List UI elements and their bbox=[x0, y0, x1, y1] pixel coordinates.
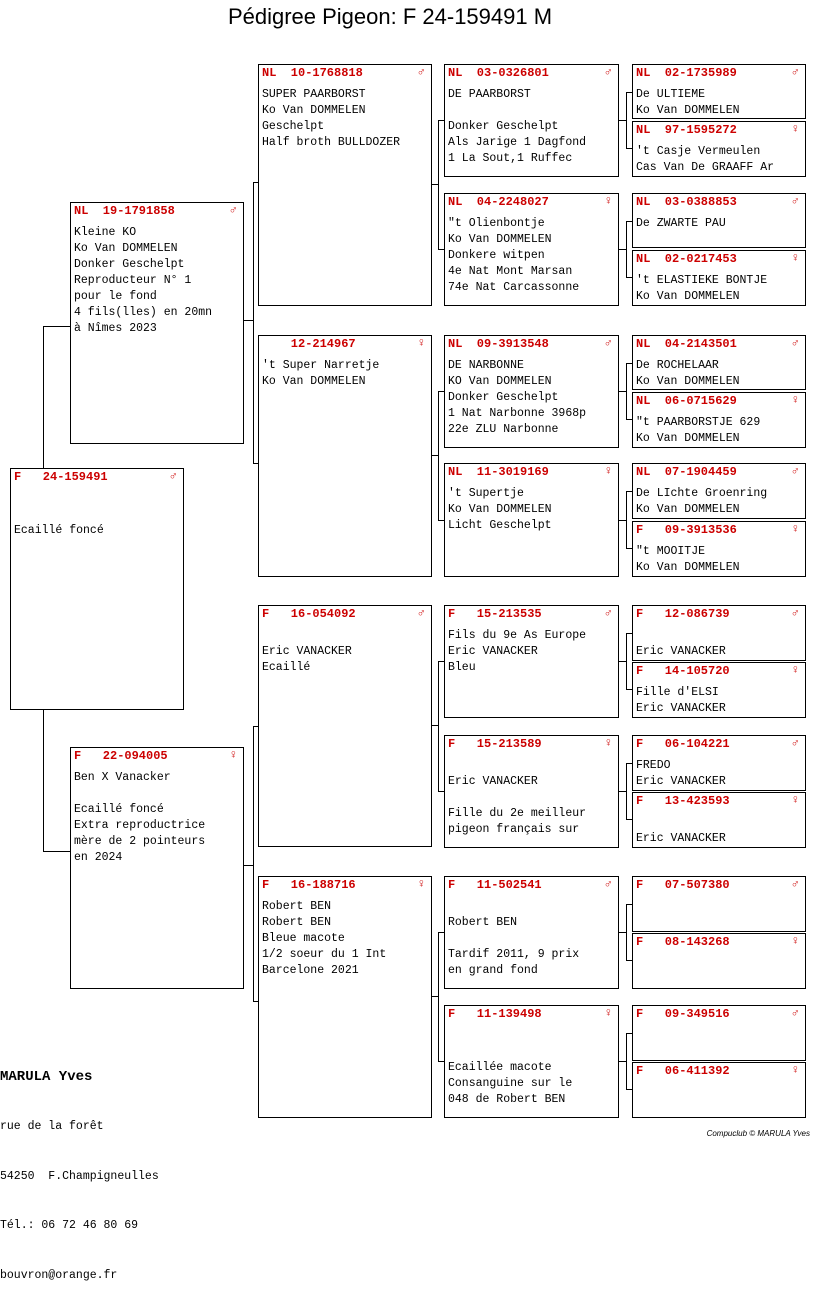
pigeon-info-line: pour le fond bbox=[74, 290, 157, 303]
female-symbol-icon: ♀ bbox=[604, 736, 612, 750]
pigeon-info-line: Donker Geschelpt bbox=[448, 120, 559, 133]
pigeon-info-line: Robert BEN bbox=[262, 916, 332, 929]
pigeon-box-ffm bbox=[444, 193, 619, 306]
female-symbol-icon: ♀ bbox=[604, 194, 612, 208]
pigeon-box-mother bbox=[70, 747, 244, 989]
ring-number: F 22-094005 bbox=[74, 749, 168, 763]
male-symbol-icon: ♂ bbox=[791, 336, 799, 350]
pigeon-info-line: Cas Van De GRAAFF Ar bbox=[636, 161, 775, 174]
pigeon-box-mff bbox=[444, 605, 619, 718]
owner-address: rue de la forêt bbox=[0, 1120, 104, 1133]
ring-number: NL 02-0217453 bbox=[636, 252, 737, 266]
male-symbol-icon: ♂ bbox=[791, 736, 799, 750]
pigeon-info-line: Kleine KO bbox=[74, 226, 137, 239]
male-symbol-icon: ♂ bbox=[791, 877, 799, 891]
pigeon-info-line: Fils du 9e As Europe bbox=[448, 629, 587, 642]
pigeon-info-line: Bleue macote bbox=[262, 932, 345, 945]
pigeon-info-line: 74e Nat Carcassonne bbox=[448, 281, 580, 294]
pigeon-info-line: en 2024 bbox=[74, 851, 123, 864]
pigeon-info-line: Eric VANACKER bbox=[636, 775, 726, 788]
pigeon-box-g16 bbox=[632, 1062, 806, 1118]
pigeon-info-line: en grand fond bbox=[448, 964, 538, 977]
female-symbol-icon: ♀ bbox=[791, 793, 799, 807]
owner-block bbox=[0, 1035, 159, 1301]
pigeon-info-line: "t MOOITJE bbox=[636, 545, 706, 558]
page-title: Pédigree Pigeon: F 24-159491 M bbox=[227, 4, 553, 29]
pigeon-info-line: Ko Van DOMMELEN bbox=[636, 503, 740, 516]
pigeon-box-g8 bbox=[632, 521, 806, 577]
pigeon-info-line: Ecaillé foncé bbox=[74, 803, 164, 816]
male-symbol-icon: ♂ bbox=[604, 877, 612, 891]
ring-number: F 16-054092 bbox=[262, 607, 356, 621]
pigeon-box-mmm bbox=[444, 1005, 619, 1118]
ring-number: NL 06-0715629 bbox=[636, 394, 737, 408]
pigeon-info-line: Robert BEN bbox=[448, 916, 518, 929]
ring-number: NL 03-0388853 bbox=[636, 195, 737, 209]
pigeon-info-line: Barcelone 2021 bbox=[262, 964, 359, 977]
pigeon-box-g13 bbox=[632, 876, 806, 932]
pigeon-box-ff bbox=[258, 64, 432, 306]
ring-number: NL 09-3913548 bbox=[448, 337, 549, 351]
female-symbol-icon: ♀ bbox=[791, 663, 799, 677]
ring-number: F 06-411392 bbox=[636, 1064, 730, 1078]
pigeon-info-line: Eric VANACKER bbox=[448, 775, 538, 788]
pigeon-box-fmf bbox=[444, 335, 619, 448]
pigeon-info-line: Ecaillée macote bbox=[448, 1061, 552, 1074]
owner-city: 54250 F.Champigneulles bbox=[0, 1169, 159, 1183]
pigeon-info-line: mère de 2 pointeurs bbox=[74, 835, 206, 848]
pigeon-box-mf bbox=[258, 605, 432, 847]
pigeon-info-line: 1 Nat Narbonne 3968p bbox=[448, 407, 587, 420]
pigeon-info-line: Ko Van DOMMELEN bbox=[262, 375, 366, 388]
pigeon-info-line: "t Olienbontje bbox=[448, 217, 545, 230]
ring-number: F 15-213589 bbox=[448, 737, 542, 751]
ring-number: NL 97-1595272 bbox=[636, 123, 737, 137]
pigeon-info-line: DE PAARBORST bbox=[448, 88, 531, 101]
footer-credit: Compuclub © MARULA Yves bbox=[706, 1129, 810, 1138]
pigeon-info-line: Tardif 2011, 9 prix bbox=[448, 948, 580, 961]
pigeon-info-line: 048 de Robert BEN bbox=[448, 1093, 566, 1106]
male-symbol-icon: ♂ bbox=[229, 203, 237, 217]
female-symbol-icon: ♀ bbox=[791, 393, 799, 407]
pigeon-info-line: Ko Van DOMMELEN bbox=[448, 503, 552, 516]
ring-number: NL 07-1904459 bbox=[636, 465, 737, 479]
pigeon-info-line: pigeon français sur bbox=[448, 823, 580, 836]
pigeon-info-line: 't Supertje bbox=[448, 487, 524, 500]
pigeon-box-g12 bbox=[632, 792, 806, 848]
ring-number: NL 10-1768818 bbox=[262, 66, 363, 80]
male-symbol-icon: ♂ bbox=[604, 336, 612, 350]
pigeon-info-line: FREDO bbox=[636, 759, 671, 772]
pigeon-info-line: Eric VANACKER bbox=[262, 645, 352, 658]
pigeon-info-line: Ecaillé foncé bbox=[14, 524, 104, 537]
pigeon-info-line: Ko Van DOMMELEN bbox=[448, 233, 552, 246]
pigeon-info-line: Licht Geschelpt bbox=[448, 519, 552, 532]
male-symbol-icon: ♂ bbox=[791, 464, 799, 478]
ring-number: F 09-349516 bbox=[636, 1007, 730, 1021]
male-symbol-icon: ♂ bbox=[791, 606, 799, 620]
pigeon-box-fff bbox=[444, 64, 619, 177]
pigeon-box-subject bbox=[10, 468, 184, 710]
male-symbol-icon: ♂ bbox=[791, 65, 799, 79]
female-symbol-icon: ♀ bbox=[417, 336, 425, 350]
ring-number: F 11-502541 bbox=[448, 878, 542, 892]
pigeon-info-line: Bleu bbox=[448, 661, 476, 674]
male-symbol-icon: ♂ bbox=[169, 469, 177, 483]
ring-number: F 14-105720 bbox=[636, 664, 730, 678]
pigeon-info-line: 't Super Narretje bbox=[262, 359, 380, 372]
pigeon-info-line: Ko Van DOMMELEN bbox=[636, 290, 740, 303]
pigeon-info-line: Ko Van DOMMELEN bbox=[74, 242, 178, 255]
pigeon-info-line: Donker Geschelpt bbox=[74, 258, 185, 271]
ring-number: NL 19-1791858 bbox=[74, 204, 175, 218]
pigeon-info-line: "t PAARBORSTJE 629 bbox=[636, 416, 761, 429]
pigeon-info-line: Donkere witpen bbox=[448, 249, 545, 262]
pigeon-info-line: KO Van DOMMELEN bbox=[448, 375, 552, 388]
pigeon-info-line: De ROCHELAAR bbox=[636, 359, 719, 372]
male-symbol-icon: ♂ bbox=[417, 65, 425, 79]
owner-email: bouvron@orange.fr bbox=[0, 1268, 118, 1282]
pigeon-info-line: 't ELASTIEKE BONTJE bbox=[636, 274, 768, 287]
male-symbol-icon: ♂ bbox=[417, 606, 425, 620]
ring-number: F 11-139498 bbox=[448, 1007, 542, 1021]
female-symbol-icon: ♀ bbox=[604, 464, 612, 478]
pigeon-box-g3 bbox=[632, 193, 806, 248]
pigeon-info-line: Ko Van DOMMELEN bbox=[636, 104, 740, 117]
pigeon-info-line: Eric VANACKER bbox=[636, 832, 726, 845]
male-symbol-icon: ♂ bbox=[604, 65, 612, 79]
pigeon-info-line: 22e ZLU Narbonne bbox=[448, 423, 559, 436]
male-symbol-icon: ♂ bbox=[791, 1006, 799, 1020]
pigeon-info-line: Geschelpt bbox=[262, 120, 325, 133]
pigeon-info-line: Eric VANACKER bbox=[636, 702, 726, 715]
pigeon-box-fmm bbox=[444, 463, 619, 577]
pigeon-info-line: Half broth BULLDOZER bbox=[262, 136, 401, 149]
pigeon-box-father bbox=[70, 202, 244, 444]
ring-number: F 07-507380 bbox=[636, 878, 730, 892]
owner-phone: Tél.: 06 72 46 80 69 bbox=[0, 1219, 139, 1232]
pigeon-info-line: Ko Van DOMMELEN bbox=[636, 561, 740, 574]
female-symbol-icon: ♀ bbox=[229, 748, 237, 762]
pigeon-info-line: Eric VANACKER bbox=[636, 645, 726, 658]
pigeon-info-line: 4e Nat Mont Marsan bbox=[448, 265, 573, 278]
pigeon-info-line: Robert BEN bbox=[262, 900, 332, 913]
pigeon-info-line: Fille d'ELSI bbox=[636, 686, 719, 699]
pigeon-box-g14 bbox=[632, 933, 806, 989]
pigeon-info-line: Ecaillé bbox=[262, 661, 311, 674]
ring-number: NL 02-1735989 bbox=[636, 66, 737, 80]
pigeon-box-g10 bbox=[632, 662, 806, 718]
female-symbol-icon: ♀ bbox=[791, 1063, 799, 1077]
ring-number: 12-214967 bbox=[262, 337, 356, 351]
pigeon-box-g11 bbox=[632, 735, 806, 791]
ring-number: NL 03-0326801 bbox=[448, 66, 549, 80]
pigeon-info-line: Eric VANACKER bbox=[448, 645, 538, 658]
female-symbol-icon: ♀ bbox=[604, 1006, 612, 1020]
pigeon-info-line: 't Casje Vermeulen bbox=[636, 145, 761, 158]
pigeon-info-line: Fille du 2e meilleur bbox=[448, 807, 587, 820]
pigeon-box-g9 bbox=[632, 605, 806, 661]
pigeon-box-fm bbox=[258, 335, 432, 577]
pigeon-box-mm bbox=[258, 876, 432, 1118]
owner-name: MARULA Yves bbox=[0, 1069, 93, 1085]
pigeon-info-line: De LIchte Groenring bbox=[636, 487, 768, 500]
pigeon-box-mmf bbox=[444, 876, 619, 989]
pigeon-info-line: 4 fils(lles) en 20mn bbox=[74, 306, 213, 319]
pigeon-info-line: Ko Van DOMMELEN bbox=[636, 375, 740, 388]
ring-number: F 24-159491 bbox=[14, 470, 108, 484]
pigeon-box-g4 bbox=[632, 250, 806, 306]
female-symbol-icon: ♀ bbox=[791, 934, 799, 948]
pigeon-info-line: Extra reproductrice bbox=[74, 819, 206, 832]
pigeon-box-g15 bbox=[632, 1005, 806, 1061]
ring-number: F 16-188716 bbox=[262, 878, 356, 892]
pigeon-box-g1 bbox=[632, 64, 806, 119]
pigeon-info-line: 1/2 soeur du 1 Int bbox=[262, 948, 387, 961]
pigeon-info-line: De ZWARTE PAU bbox=[636, 217, 726, 230]
ring-number: NL 11-3019169 bbox=[448, 465, 549, 479]
ring-number: NL 04-2143501 bbox=[636, 337, 737, 351]
female-symbol-icon: ♀ bbox=[791, 251, 799, 265]
pigeon-info-line: SUPER PAARBORST bbox=[262, 88, 366, 101]
pigeon-info-line: De ULTIEME bbox=[636, 88, 706, 101]
pigeon-info-line: 1 La Sout,1 Ruffec bbox=[448, 152, 573, 165]
pigeon-info-line: Reproducteur N° 1 bbox=[74, 274, 192, 287]
ring-number: NL 04-2248027 bbox=[448, 195, 549, 209]
pigeon-box-g7 bbox=[632, 463, 806, 519]
ring-number: F 12-086739 bbox=[636, 607, 730, 621]
pigeon-box-g2 bbox=[632, 121, 806, 177]
pigeon-info-line: Als Jarige 1 Dagfond bbox=[448, 136, 587, 149]
pigeon-info-line: Ko Van DOMMELEN bbox=[262, 104, 366, 117]
pigeon-info-line: DE NARBONNE bbox=[448, 359, 524, 372]
ring-number: F 15-213535 bbox=[448, 607, 542, 621]
ring-number: F 06-104221 bbox=[636, 737, 730, 751]
pigeon-box-g6 bbox=[632, 392, 806, 448]
ring-number: F 08-143268 bbox=[636, 935, 730, 949]
pigeon-info-line: Ben X Vanacker bbox=[74, 771, 171, 784]
male-symbol-icon: ♂ bbox=[791, 194, 799, 208]
pigeon-info-line: à Nîmes 2023 bbox=[74, 322, 157, 335]
ring-number: F 09-3913536 bbox=[636, 523, 737, 537]
female-symbol-icon: ♀ bbox=[791, 122, 799, 136]
pigeon-info-line: Consanguine sur le bbox=[448, 1077, 573, 1090]
ring-number: F 13-423593 bbox=[636, 794, 730, 808]
female-symbol-icon: ♀ bbox=[791, 522, 799, 536]
pigeon-box-g5 bbox=[632, 335, 806, 390]
pigeon-box-mfm bbox=[444, 735, 619, 848]
pigeon-info-line: Ko Van DOMMELEN bbox=[636, 432, 740, 445]
male-symbol-icon: ♂ bbox=[604, 606, 612, 620]
female-symbol-icon: ♀ bbox=[417, 877, 425, 891]
pigeon-info-line: Donker Geschelpt bbox=[448, 391, 559, 404]
